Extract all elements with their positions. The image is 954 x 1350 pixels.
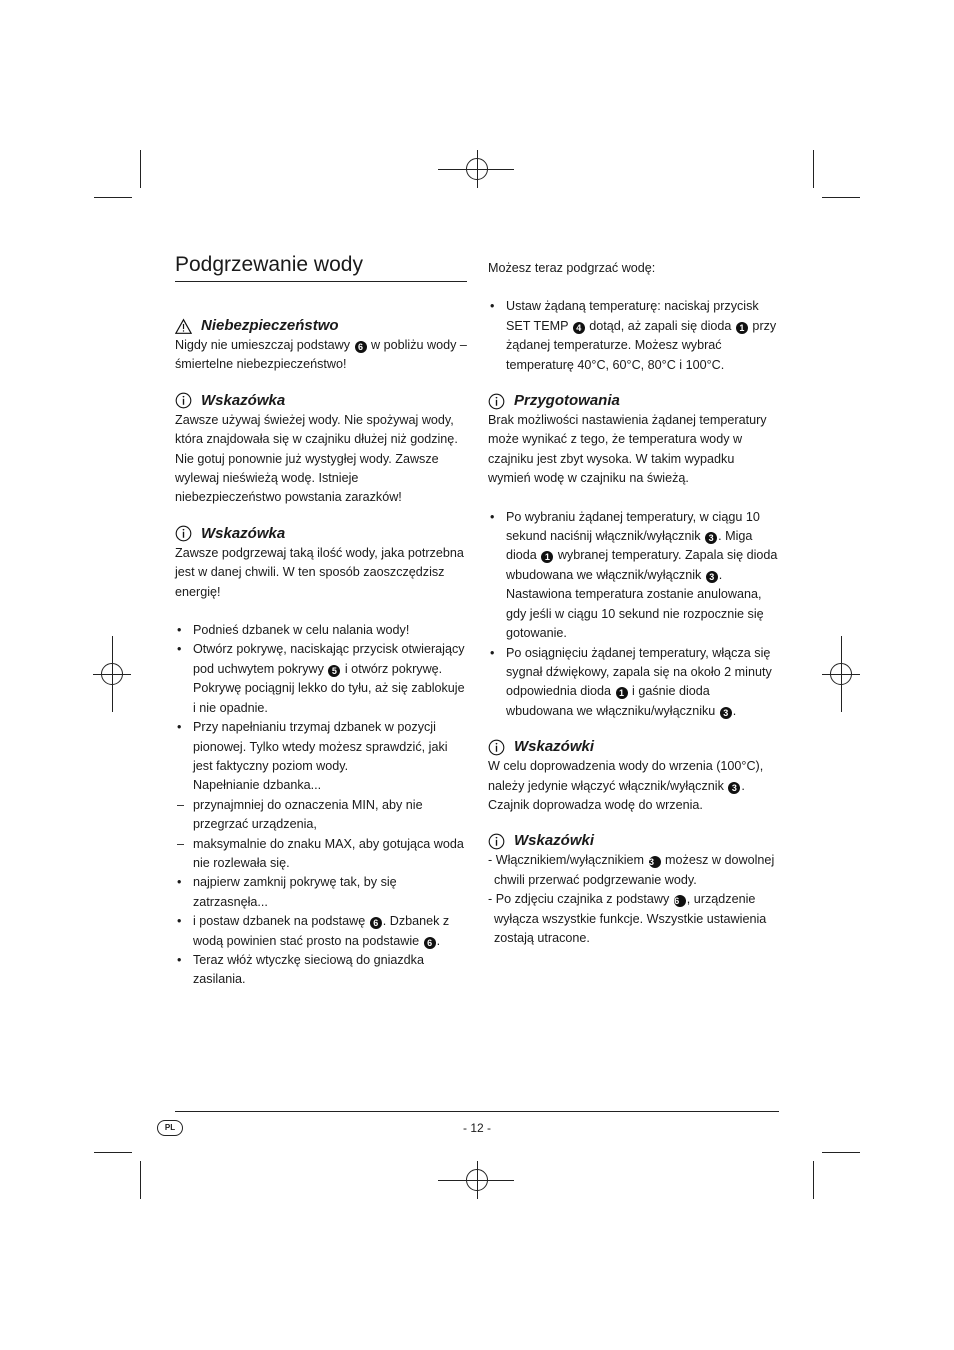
- preparation-heading: Przygotowania: [514, 392, 620, 410]
- tips-heading: Wskazówki: [514, 738, 595, 756]
- tips-section-2: [488, 831, 780, 948]
- reference-number-badge: 6: [674, 895, 686, 907]
- page-title: Podgrzewanie wody: [175, 252, 467, 282]
- reference-number-badge: 4: [573, 322, 585, 334]
- language-badge: PL: [157, 1120, 183, 1136]
- info-icon: [488, 393, 505, 410]
- list-item: • Po osiągnięciu żądanej temperatury, włącza się sygnał dźwiękowy, zapala się na około 2 minuty odpowiednia dioda 1 i gaśnie dioda wbudowana we włączniku/wyłączniku 3 .: [488, 644, 780, 722]
- info-icon: [175, 525, 192, 542]
- note-section-2: [175, 524, 467, 602]
- reference-number-badge: 5: [328, 665, 340, 677]
- tips-text: W celu doprowadzenia wody do wrzenia (100°C), należy jedynie włączyć włącznik/wyłącznik 3 . Czajnik doprowadza wodę do wrzenia.: [488, 759, 764, 812]
- reference-number-badge: 1: [736, 322, 748, 334]
- list-item: • Przy napełnianiu trzymaj dzbanek w pozycji pionowej. Tylko wtedy możesz sprawdzić, jaki jest faktyczny poziom wody.: [175, 718, 467, 776]
- info-icon: [175, 392, 192, 409]
- tips-line: - Po zdjęciu czajnika z podstawy 6 , urządzenie wyłącza wszystkie funkcje. Wszystkie ustawienia zostają utracone.: [488, 892, 767, 945]
- list-item: • Ustaw żądaną temperaturę: naciskaj przycisk SET TEMP 4 dotąd, aż zapali się dioda 1 przy żądanej temperaturze. Możesz wybrać temperaturę 40°C, 60°C, 80°C i 100°C.: [488, 297, 780, 375]
- list-item: • Otwórz pokrywę, naciskając przycisk otwierający pod uchwytem pokrywy 5 i otwórz pokrywę. Pokrywę pociągnij lekko do tyłu, aż się zablokuje i nie opadnie.: [175, 640, 467, 718]
- danger-heading: Niebezpieczeństwo: [201, 317, 339, 334]
- note-section-1: [175, 391, 467, 508]
- reference-number-badge: 6: [370, 917, 382, 929]
- reference-number-badge: 3: [705, 532, 717, 544]
- reference-number-badge: 1: [616, 687, 628, 699]
- reference-number-badge: 3: [720, 707, 732, 719]
- note-heading: Wskazówka: [201, 391, 286, 409]
- reference-number-badge: 6: [424, 937, 436, 949]
- tips-list: [488, 851, 780, 948]
- steps-list: [488, 297, 780, 375]
- steps-list: [175, 621, 467, 990]
- preparation-section: [488, 391, 780, 489]
- list-item: Napełnianie dzbanka...: [193, 778, 322, 793]
- list-item: • najpierw zamknij pokrywę tak, by się zatrzasnęła...: [175, 873, 467, 912]
- note-heading: Wskazówka: [201, 524, 286, 542]
- warning-triangle-icon: [175, 318, 192, 335]
- preparation-text: Brak możliwości nastawienia żądanej temperatury może wynikać z tego, że temperatura wody w czajniku jest zbyt wysoka. W takim wypadku wymień wodę w czajniku na świeżą.: [488, 413, 767, 486]
- list-item: • Po wybraniu żądanej temperatury, w ciągu 10 sekund naciśnij włącznik/wyłącznik 3 . Miga dioda 1 wybranej temperatury. Zapala się dioda wbudowana we włącznik/wyłącznik 3 . Nastawiona temperatura zostanie anulowana, gdy jeśli w ciągu 10 sekund nie rozpocznie się gotowanie.: [488, 508, 780, 644]
- note-text: Zawsze podgrzewaj taką ilość wody, jaka potrzebna jest w danej chwili. W ten sposób zaoszczędzisz energię!: [175, 545, 464, 599]
- info-icon: [488, 739, 505, 756]
- reference-number-badge: 3: [649, 856, 661, 868]
- right-column: [488, 259, 780, 948]
- list-item: • Teraz włóż wtyczkę sieciową do gniazdka zasilania.: [175, 951, 467, 990]
- left-column: [175, 252, 467, 990]
- steps-list: [488, 508, 780, 721]
- reference-number-badge: 6: [355, 341, 367, 353]
- note-text: Zawsze używaj świeżej wody. Nie spożywaj wody, która znajdowała się w czajniku dłużej niż godzinę. Nie gotuj ponownie już wystygłej wody. Zawsze wylewaj nieświeżą wodę. Istnieje niebezpieczeństwo powstania zarazków!: [175, 412, 458, 505]
- page-number: - 12 -: [462, 1121, 491, 1135]
- list-item: – maksymalnie do znaku MAX, aby gotująca woda nie rozlewała się.: [175, 835, 467, 874]
- intro-text: Możesz teraz podgrzać wodę:: [488, 261, 656, 275]
- danger-section: [175, 316, 467, 375]
- list-item: • Podnieś dzbanek w celu nalania wody!: [175, 621, 467, 640]
- reference-number-badge: 3: [728, 782, 740, 794]
- list-item: • i postaw dzbanek na podstawę 6 . Dzbanek z wodą powinien stać prosto na podstawie 6 .: [175, 912, 467, 951]
- tips-section-1: [488, 737, 780, 815]
- tips-line: - Włącznikiem/wyłącznikiem 3 możesz w dowolnej chwili przerwać podgrzewanie wody.: [488, 853, 775, 887]
- reference-number-badge: 3: [706, 571, 718, 583]
- footer-rule: [175, 1111, 779, 1112]
- list-item: – przynajmniej do oznaczenia MIN, aby nie przegrzać urządzenia,: [175, 796, 467, 835]
- danger-text: Nigdy nie umieszczaj podstawy 6 w pobliżu wody – śmiertelne niebezpieczeństwo!: [175, 338, 467, 372]
- info-icon: [488, 833, 505, 850]
- tips-heading: Wskazówki: [514, 832, 595, 850]
- reference-number-badge: 1: [541, 551, 553, 563]
